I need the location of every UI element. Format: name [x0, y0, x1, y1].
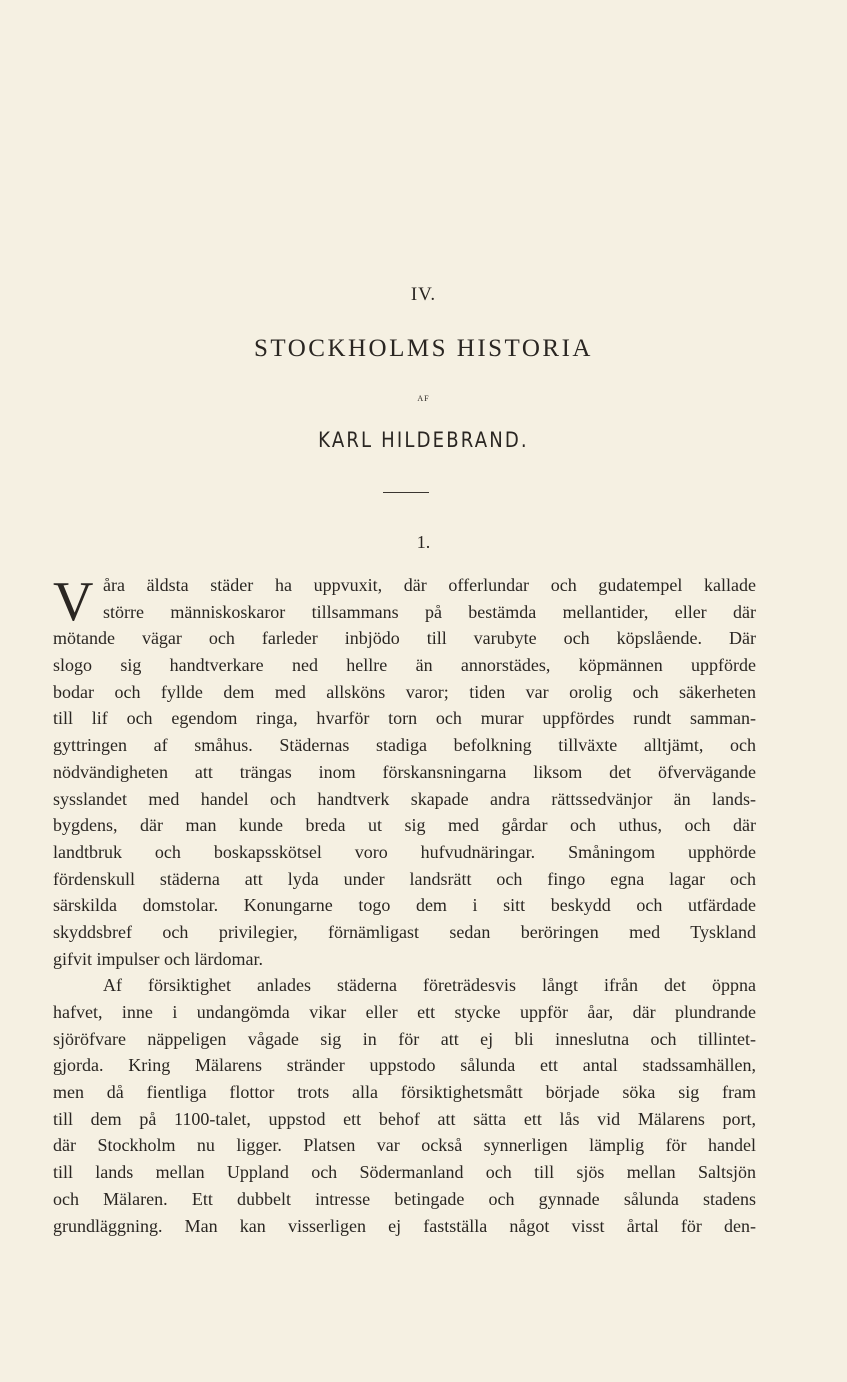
- drop-cap: V: [53, 571, 94, 633]
- text-line: till lif och egendom ringa, hvarför torn och murar uppfördes rundt samman-: [53, 708, 756, 729]
- text-line: sjöröfvare näppeligen vågade sig in för att ej bli inneslutna och tillintet-: [53, 1028, 756, 1049]
- author-name: KARL HILDEBRAND.: [318, 428, 529, 452]
- title-divider: [383, 492, 429, 493]
- text-line: men då fientliga flottor trots alla försiktighetsmått började söka sig fram: [53, 1082, 756, 1103]
- text-line: större människoskaror tillsammans på bestämda mellantider, eller där: [103, 601, 756, 622]
- text-line: skyddsbref och privilegier, förnämligast sedan beröringen med Tyskland: [53, 921, 756, 942]
- text-line: sysslandet med handel och handtverk skapade andra rättssedvänjor än lands-: [53, 788, 756, 809]
- byline-preposition: AF: [417, 394, 430, 403]
- text-line: nödvändigheten att trängas inom förskansningarna liksom det öfvervägande: [53, 761, 756, 782]
- text-line: bygdens, där man kunde breda ut sig med gårdar och uthus, och där: [53, 815, 756, 836]
- body-text: [53, 572, 756, 1239]
- text-line: särskilda domstolar. Konungarne togo dem i sitt beskydd och utfärdade: [53, 895, 756, 916]
- text-line: åra äldsta städer ha uppvuxit, där offerlundar och gudatempel kallade: [103, 575, 756, 595]
- text-line: gifvit impulser och lärdomar.: [53, 948, 263, 969]
- section-number: 1.: [416, 532, 431, 552]
- page-title: STOCKHOLMS HISTORIA: [254, 335, 593, 362]
- text-line: grundläggning. Man kan visserligen ej fastställa något visst årtal för den-: [53, 1215, 756, 1236]
- text-line: mötande vägar och farleder inbjödo till varubyte och köpslående. Där: [53, 628, 756, 649]
- text-line: till dem på 1100-talet, uppstod ett behof att sätta ett lås vid Mälarens port,: [53, 1108, 756, 1129]
- text-line: fördenskull städerna att lyda under landsrätt och fingo egna lagar och: [53, 868, 756, 889]
- text-line: landtbruk och boskapsskötsel voro hufvudnäringar. Småningom upphörde: [53, 841, 756, 862]
- text-line: gjorda. Kring Mälarens stränder uppstodo sålunda ett antal stadssamhällen,: [53, 1055, 756, 1076]
- text-line: gyttringen af småhus. Städernas stadiga befolkning tillväxte alltjämt, och: [53, 735, 756, 756]
- text-line: Af försiktighet anlades städerna företrädesvis långt ifrån det öppna: [103, 975, 756, 996]
- text-line: där Stockholm nu ligger. Platsen var också synnerligen lämplig för handel: [53, 1135, 756, 1156]
- text-line: hafvet, inne i undangömda vikar eller ett stycke uppför åar, där plundrande: [53, 1002, 756, 1022]
- text-line: till lands mellan Uppland och Södermanland och till sjös mellan Saltsjön: [53, 1162, 756, 1183]
- text-line: och Mälaren. Ett dubbelt intresse betingade och gynnade sålunda stadens: [53, 1188, 756, 1209]
- text-line: slogo sig handtverkare ned hellre än annorstädes, köpmännen uppförde: [53, 655, 756, 676]
- chapter-number: IV.: [410, 284, 437, 305]
- text-line: bodar och fyllde dem med allsköns varor; tiden var orolig och säkerheten: [53, 681, 756, 702]
